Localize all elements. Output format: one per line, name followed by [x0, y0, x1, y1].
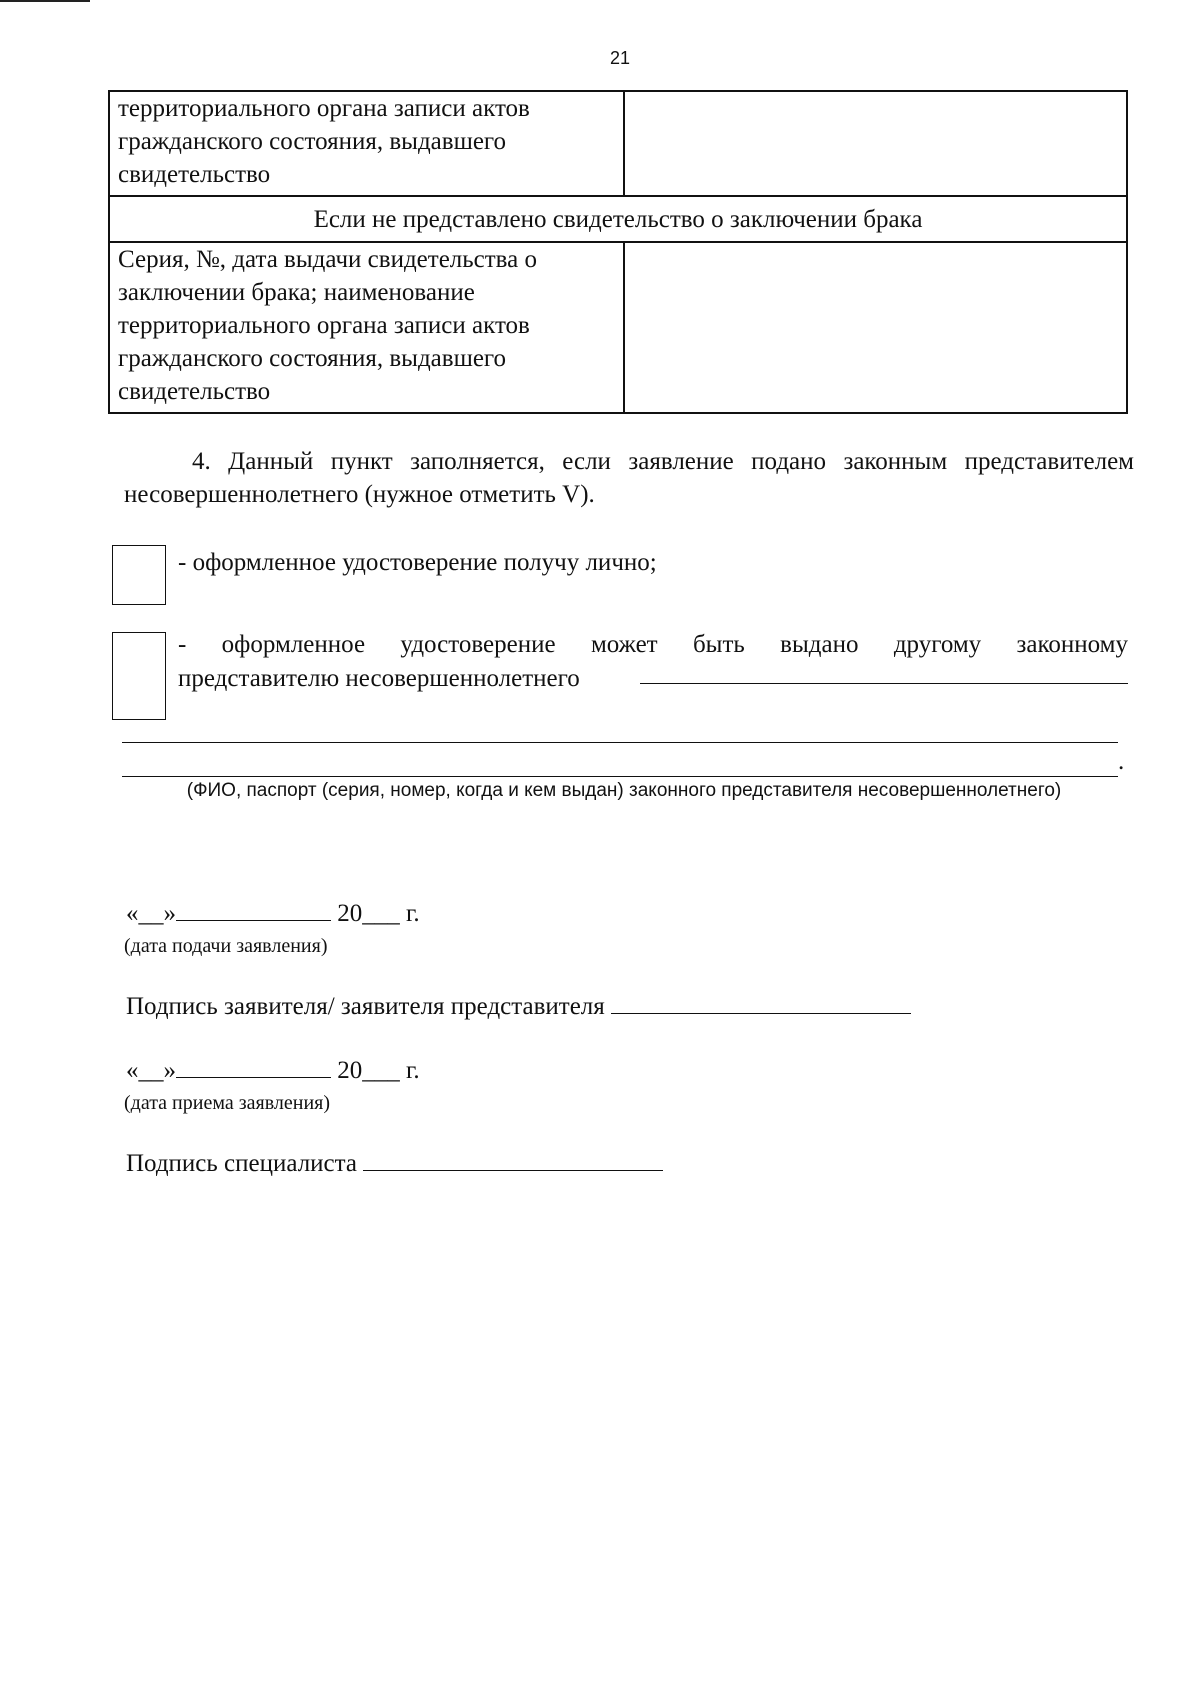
form-table — [108, 90, 1128, 414]
table-cell-value[interactable] — [624, 91, 1127, 196]
page-number: 21 — [609, 48, 631, 68]
table-row — [109, 91, 1127, 196]
corner-mark — [0, 0, 90, 2]
specialist-signature-label: Подпись специалиста — [126, 1150, 357, 1177]
section4-text: 4. Данный пункт заполняется, если заявление подано законным представителем несовершеннолетнего (нужное отметить V). — [124, 448, 1134, 508]
year-blank[interactable]: 20___ — [337, 900, 400, 927]
end-mark: . — [1118, 748, 1125, 775]
representative-details-line-2[interactable] — [122, 776, 1118, 777]
applicant-signature-field[interactable] — [611, 993, 911, 1014]
option-other-representative-line2: представителю несовершеннолетнего — [178, 665, 580, 692]
representative-caption: (ФИО, паспорт (серия, номер, когда и кем выдан) законного представителя несовершеннолетнего) — [186, 780, 1062, 801]
checkbox-other-representative[interactable] — [112, 632, 166, 720]
option-other-representative-line1: - оформленное удостоверение может быть выдано другому законному — [178, 631, 1128, 658]
table-cell-label: Серия, №, дата выдачи свидетельства о заключении брака; наименование территориального органа записи актов гражданского состояния, выдавшего свидетельство — [109, 242, 624, 413]
table-row — [109, 242, 1127, 413]
acceptance-date-label: (дата приема заявления) — [124, 1092, 331, 1114]
checkbox-personal-receipt[interactable] — [112, 545, 166, 605]
specialist-signature-field[interactable] — [363, 1150, 663, 1171]
representative-name-line[interactable] — [640, 683, 1128, 684]
acceptance-date — [126, 1055, 420, 1085]
applicant-signature-label: Подпись заявителя/ заявителя представителя — [126, 993, 605, 1020]
submission-date-label: (дата подачи заявления) — [124, 935, 328, 957]
day-blank[interactable]: «__» — [126, 900, 176, 927]
representative-details-line-1[interactable] — [122, 742, 1118, 743]
year-blank[interactable]: 20___ — [337, 1057, 400, 1084]
table-cell-value[interactable] — [624, 242, 1127, 413]
specialist-signature — [126, 1150, 663, 1178]
applicant-signature — [126, 993, 911, 1021]
submission-date — [126, 898, 420, 928]
month-blank[interactable] — [176, 898, 331, 921]
day-blank[interactable]: «__» — [126, 1057, 176, 1084]
year-suffix: г. — [406, 900, 420, 927]
option-personal-receipt: - оформленное удостоверение получу лично; — [178, 549, 657, 576]
table-cell-label: территориального органа записи актов гражданского состояния, выдавшего свидетельство — [109, 91, 624, 196]
table-row — [109, 196, 1127, 242]
table-section-header: Если не представлено свидетельство о заключении брака — [109, 196, 1127, 242]
year-suffix: г. — [406, 1057, 420, 1084]
month-blank[interactable] — [176, 1055, 331, 1078]
